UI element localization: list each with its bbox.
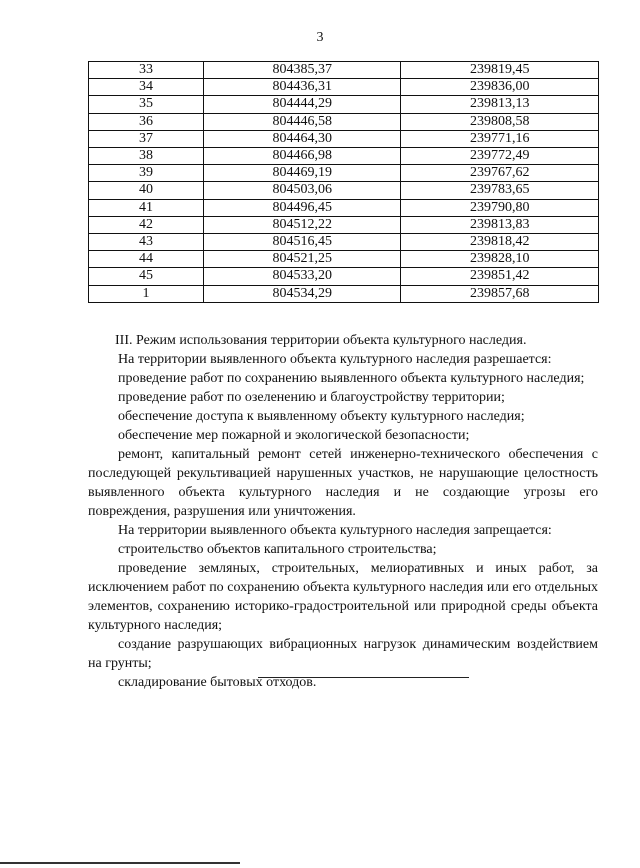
prohibited-intro: На территории выявленного объекта культурного наследия запрещается: — [118, 523, 552, 538]
regime-section — [88, 331, 598, 692]
x-coordinate-cell: 804534,29 — [203, 285, 401, 302]
allowed-intro: На территории выявленного объекта культурного наследия разрешается: — [118, 352, 552, 367]
point-number-cell: 36 — [89, 113, 204, 130]
table-row — [89, 130, 599, 147]
y-coordinate-cell: 239783,65 — [401, 182, 599, 199]
point-number-cell: 34 — [89, 79, 204, 96]
point-number-cell: 1 — [89, 285, 204, 302]
point-number-cell: 44 — [89, 251, 204, 268]
coordinates-table — [88, 61, 599, 303]
table-row — [89, 165, 599, 182]
x-coordinate-cell: 804496,45 — [203, 199, 401, 216]
point-number-cell: 43 — [89, 234, 204, 251]
table-row — [89, 62, 599, 79]
scan-edge-line — [0, 862, 240, 864]
allowed-item: проведение работ по сохранению выявленного объекта культурного наследия; — [118, 371, 585, 386]
point-number-cell: 35 — [89, 96, 204, 113]
table-row — [89, 182, 599, 199]
x-coordinate-cell: 804516,45 — [203, 234, 401, 251]
allowed-item: обеспечение мер пожарной и экологической безопасности; — [118, 428, 470, 443]
x-coordinate-cell: 804446,58 — [203, 113, 401, 130]
table-row — [89, 113, 599, 130]
end-rule — [258, 677, 469, 678]
page-number: 3 — [316, 30, 324, 45]
x-coordinate-cell: 804464,30 — [203, 130, 401, 147]
y-coordinate-cell: 239857,68 — [401, 285, 599, 302]
y-coordinate-cell: 239767,62 — [401, 165, 599, 182]
allowed-item: проведение работ по озеленению и благоустройству территории; — [118, 390, 505, 405]
point-number-cell: 40 — [89, 182, 204, 199]
point-number-cell: 33 — [89, 62, 204, 79]
table-row — [89, 96, 599, 113]
point-number-cell: 45 — [89, 268, 204, 285]
prohibited-item: складирование бытовых отходов. — [118, 675, 317, 690]
y-coordinate-cell: 239836,00 — [401, 79, 599, 96]
prohibited-item: строительство объектов капитального строительства; — [118, 542, 437, 557]
x-coordinate-cell: 804521,25 — [203, 251, 401, 268]
point-number-cell: 41 — [89, 199, 204, 216]
section-heading: III. Режим использования территории объекта культурного наследия. — [115, 333, 527, 348]
table-row — [89, 148, 599, 165]
table-row — [89, 251, 599, 268]
point-number-cell: 37 — [89, 130, 204, 147]
y-coordinate-cell: 239790,80 — [401, 199, 599, 216]
x-coordinate-cell: 804444,29 — [203, 96, 401, 113]
table-row — [89, 216, 599, 233]
y-coordinate-cell: 239813,83 — [401, 216, 599, 233]
y-coordinate-cell: 239828,10 — [401, 251, 599, 268]
allowed-item: обеспечение доступа к выявленному объекту культурного наследия; — [118, 409, 525, 424]
y-coordinate-cell: 239771,16 — [401, 130, 599, 147]
table-row — [89, 79, 599, 96]
x-coordinate-cell: 804385,37 — [203, 62, 401, 79]
table-row — [89, 285, 599, 302]
y-coordinate-cell: 239808,58 — [401, 113, 599, 130]
prohibited-item: создание разрушающих вибрационных нагрузок динамическим воздействием на грунты; — [88, 637, 598, 671]
y-coordinate-cell: 239818,42 — [401, 234, 599, 251]
point-number-cell: 38 — [89, 148, 204, 165]
table-row — [89, 268, 599, 285]
prohibited-item: проведение земляных, строительных, мелиоративных и иных работ, за исключением работ по сохранению объекта культурного наследия или его отдельных элементов, сохранению историко-градостроительной или природной среды объекта культурного наследия; — [88, 561, 598, 633]
point-number-cell: 39 — [89, 165, 204, 182]
table-row — [89, 234, 599, 251]
x-coordinate-cell: 804436,31 — [203, 79, 401, 96]
y-coordinate-cell: 239851,42 — [401, 268, 599, 285]
allowed-item: ремонт, капитальный ремонт сетей инженерно-технического обеспечения с последующей рекультивацией нарушенных участков, не нарушающие целостность выявленного объекта культурного наследия и не создающие угрозы его повреждения, разрушения или уничтожения. — [88, 447, 598, 519]
x-coordinate-cell: 804533,20 — [203, 268, 401, 285]
y-coordinate-cell: 239772,49 — [401, 148, 599, 165]
x-coordinate-cell: 804503,06 — [203, 182, 401, 199]
table-row — [89, 199, 599, 216]
y-coordinate-cell: 239819,45 — [401, 62, 599, 79]
x-coordinate-cell: 804466,98 — [203, 148, 401, 165]
y-coordinate-cell: 239813,13 — [401, 96, 599, 113]
point-number-cell: 42 — [89, 216, 204, 233]
x-coordinate-cell: 804512,22 — [203, 216, 401, 233]
x-coordinate-cell: 804469,19 — [203, 165, 401, 182]
